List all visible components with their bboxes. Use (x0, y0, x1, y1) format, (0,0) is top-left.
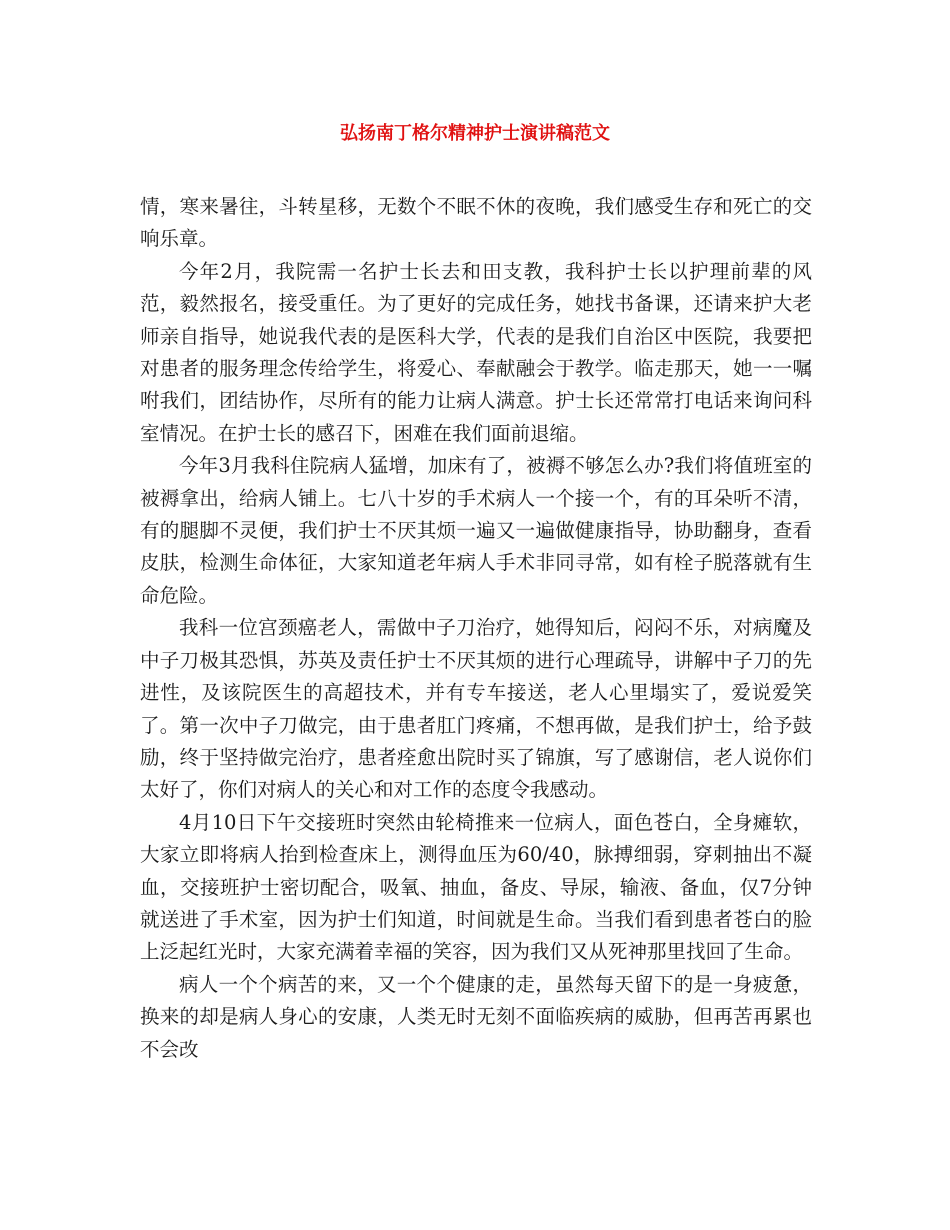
paragraph-3: 今年3月我科住院病人猛增，加床有了，被褥不够怎么办?我们将值班室的被褥拿出，给病人铺上。七八十岁的手术病人一个接一个，有的耳朵听不清，有的腿脚不灵便，我们护士不厌其烦一遍又一遍做健康指导，协助翻身，查看皮肤，检测生命体征，大家知道老年病人手术非同寻常，如有栓子脱落就有生命危险。 (140, 454, 812, 607)
document-body (140, 191, 812, 1066)
document-title: 弘扬南丁格尔精神护士演讲稿范文 (340, 123, 610, 144)
paragraph-5: 4月10日下午交接班时突然由轮椅推来一位病人，面色苍白，全身瘫软，大家立即将病人抬到检查床上，测得血压为60/40，脉搏细弱，穿刺抽出不凝血，交接班护士密切配合，吸氧、抽血，备皮、导尿，输液、备血，仅7分钟就送进了手术室，因为护士们知道，时间就是生命。当我们看到患者苍白的脸上泛起红光时，大家充满着幸福的笑容，因为我们又从死神那里找回了生命。 (140, 810, 812, 964)
paragraph-2: 今年2月，我院需一名护士长去和田支教，我科护士长以护理前辈的风范，毅然报名，接受重任。为了更好的完成任务，她找书备课，还请来护大老师亲自指导，她说我代表的是医科大学，代表的是我们自治区中医院，我要把对患者的服务理念传给学生，将爱心、奉献融会于教学。临走那天，她一一嘱咐我们，团结协作，尽所有的能力让病人满意。护士长还常常打电话来询问科室情况。在护士长的感召下，困难在我们面前退缩。 (140, 259, 812, 445)
paragraph-4: 我科一位宫颈癌老人，需做中子刀治疗，她得知后，闷闷不乐，对病魔及中子刀极其恐惧，苏英及责任护士不厌其烦的进行心理疏导，讲解中子刀的先进性，及该院医生的高超技术，并有专车接送，老人心里塌实了，爱说爱笑了。第一次中子刀做完，由于患者肛门疼痛，不想再做，是我们护士，给予鼓励，终于坚持做完治疗，患者痊愈出院时买了锦旗，写了感谢信，老人说你们太好了，你们对病人的关心和对工作的态度令我感动。 (140, 616, 812, 802)
paragraph-1: 情，寒来暑往，斗转星移，无数个不眠不休的夜晚，我们感受生存和死亡的交响乐章。 (140, 195, 812, 251)
paragraph-6: 病人一个个病苦的来，又一个个健康的走，虽然每天留下的是一身疲惫，换来的却是病人身心的安康，人类无时无刻不面临疾病的威胁，但再苦再累也不会改 (140, 972, 812, 1061)
